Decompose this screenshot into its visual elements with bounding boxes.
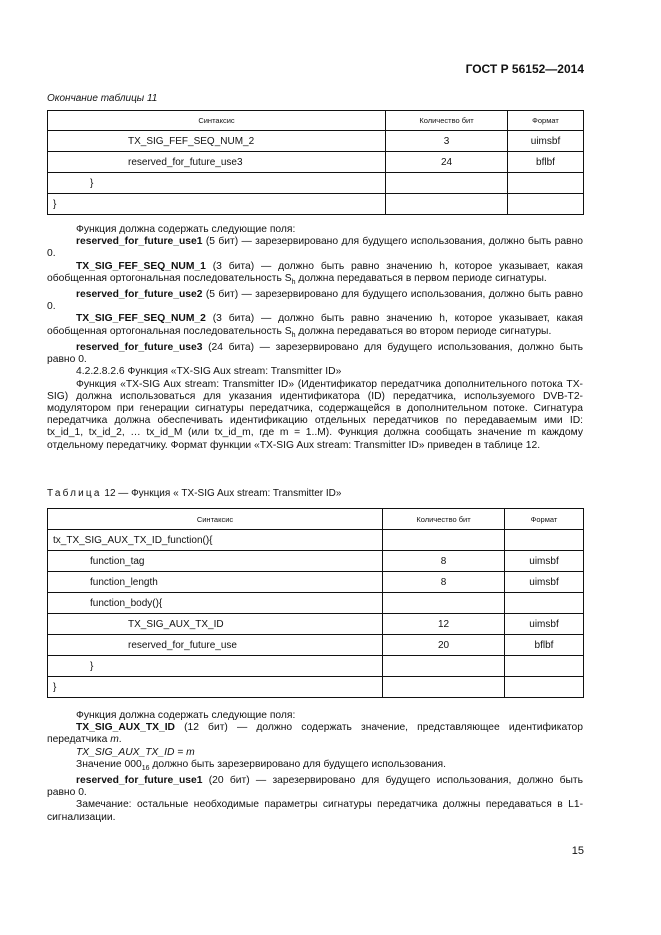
- format-cell: [505, 656, 584, 677]
- col-header-syntax: Синтаксис: [48, 111, 386, 131]
- format-cell: uimsbf: [505, 614, 584, 635]
- table-row: [48, 656, 584, 677]
- table-11: [47, 110, 584, 215]
- standard-number: ГОСТ Р 56152—2014: [465, 62, 584, 76]
- paragraph: Значение $000_{16}$ должно быть зарезервировано для будущего использования.: [76, 758, 446, 772]
- table-row: [48, 173, 584, 194]
- formula: TX_SIG_AUX_TX_ID = m: [76, 746, 195, 758]
- format-cell: uimsbf: [508, 131, 584, 152]
- page-number: 15: [571, 845, 584, 857]
- paragraph: Функция должна содержать следующие поля:: [76, 224, 296, 235]
- syntax-cell: reserved_for_future_use: [48, 635, 383, 656]
- format-cell: [508, 173, 584, 194]
- format-cell: bflbf: [508, 152, 584, 173]
- syntax-cell: reserved_for_future_use3: [48, 152, 386, 173]
- table-row: [48, 131, 584, 152]
- table-row: [48, 194, 584, 215]
- table11-caption: Окончание таблицы 11: [47, 93, 158, 104]
- syntax-cell: function_length: [48, 572, 383, 593]
- bits-cell: [383, 677, 505, 698]
- format-cell: uimsbf: [505, 572, 584, 593]
- paragraph: TX_SIG_AUX_TX_ID (12 бит) — должно содержать значение, представляющее идентификатор передатчика m.: [47, 722, 583, 746]
- table-row: [48, 530, 584, 551]
- table-header-row: [48, 111, 584, 131]
- table-row: [48, 551, 584, 572]
- col-header-bits: Количество бит: [383, 509, 505, 530]
- format-cell: [505, 593, 584, 614]
- format-cell: bflbf: [505, 635, 584, 656]
- paragraph: Функция «TX-SIG Aux stream: Transmitter ID» (Идентификатор передатчика дополнительного потока TX-SIG) должна использоваться для указания идентификатора (ID) передатчика, используемого DVB-T2-модулятором при генерации сигнатуры передатчика, содержащейся в дополнительном потоке. Сигнатура передатчика должна обеспечивать идентификацию отдельных передатчиков по передаваемым ими ID: tx_id_1, tx_id_2, … tx_id_M (или tx_id_m, где m = 1..M). Функция должна сообщать значение m каждому отдельному передатчику. Формат функции «TX-SIG Aux stream: Transmitter ID» приведен в таблице 12.: [47, 378, 583, 451]
- bits-cell: 8: [383, 572, 505, 593]
- paragraph: reserved_for_future_use2 (5 бит) — зарезервировано для будущего использования, должно быть равно 0.: [47, 289, 583, 313]
- table-row: [48, 614, 584, 635]
- table12-caption: Таблица 12 — Функция « TX-SIG Aux stream: Transmitter ID»: [47, 488, 342, 499]
- col-header-format: Формат: [505, 509, 584, 530]
- col-header-bits: Количество бит: [386, 111, 508, 131]
- syntax-cell: function_body(){: [48, 593, 383, 614]
- col-header-syntax: Синтаксис: [48, 509, 383, 530]
- format-cell: uimsbf: [505, 551, 584, 572]
- paragraph: TX_SIG_FEF_SEQ_NUM_1 (3 бита) — должно быть равно значению h, которое указывает, какая обобщенная ортогональная последовательность $S_h$ должна передаваться в первом периоде сигнатуры.: [47, 260, 583, 286]
- syntax-cell: }: [48, 194, 386, 215]
- bits-cell: 8: [383, 551, 505, 572]
- bits-cell: 24: [386, 152, 508, 173]
- bits-cell: 3: [386, 131, 508, 152]
- table-row: [48, 635, 584, 656]
- table-row: [48, 572, 584, 593]
- bits-cell: [383, 656, 505, 677]
- bits-cell: [383, 593, 505, 614]
- syntax-cell: function_tag: [48, 551, 383, 572]
- syntax-cell: }: [48, 677, 383, 698]
- syntax-cell: }: [48, 173, 386, 194]
- syntax-cell: TX_SIG_FEF_SEQ_NUM_2: [48, 131, 386, 152]
- bits-cell: [386, 194, 508, 215]
- table-12: [47, 508, 584, 698]
- paragraph: TX_SIG_FEF_SEQ_NUM_2 (3 бита) — должно быть равно значению h, которое указывает, какая обобщенная ортогональная последовательность $S_h$ должна передаваться во втором периоде сигнатуры.: [47, 313, 583, 339]
- paragraph: reserved_for_future_use3 (24 бита) — зарезервировано для будущего использования, должно быть равно 0.: [47, 341, 583, 366]
- table-row: [48, 152, 584, 173]
- syntax-cell: tx_TX_SIG_AUX_TX_ID_function(){: [48, 530, 383, 551]
- table-header-row: [48, 509, 584, 530]
- fields-block-1: [47, 224, 583, 452]
- format-cell: [505, 677, 584, 698]
- bits-cell: 20: [383, 635, 505, 656]
- bits-cell: [383, 530, 505, 551]
- paragraph: reserved_for_future_use1 (5 бит) — зарезервировано для будущего использования, должно быть равно 0.: [47, 236, 583, 260]
- syntax-cell: }: [48, 656, 383, 677]
- paragraph: Замечание: остальные необходимые параметры сигнатуры передатчика должны передаваться в L1-сигнализации.: [47, 799, 583, 823]
- bits-cell: 12: [383, 614, 505, 635]
- col-header-format: Формат: [508, 111, 584, 131]
- bits-cell: [386, 173, 508, 194]
- section-heading: 4.2.2.8.2.6 Функция «TX-SIG Aux stream: Transmitter ID»: [76, 366, 342, 378]
- format-cell: [508, 194, 584, 215]
- fields-block-2: [47, 710, 583, 824]
- paragraph: Функция должна содержать следующие поля:: [76, 710, 296, 721]
- table-row: [48, 677, 584, 698]
- format-cell: [505, 530, 584, 551]
- syntax-cell: TX_SIG_AUX_TX_ID: [48, 614, 383, 635]
- table-row: [48, 593, 584, 614]
- paragraph: reserved_for_future_use1 (20 бит) — зарезервировано для будущего использования, должно быть равно 0.: [47, 775, 583, 799]
